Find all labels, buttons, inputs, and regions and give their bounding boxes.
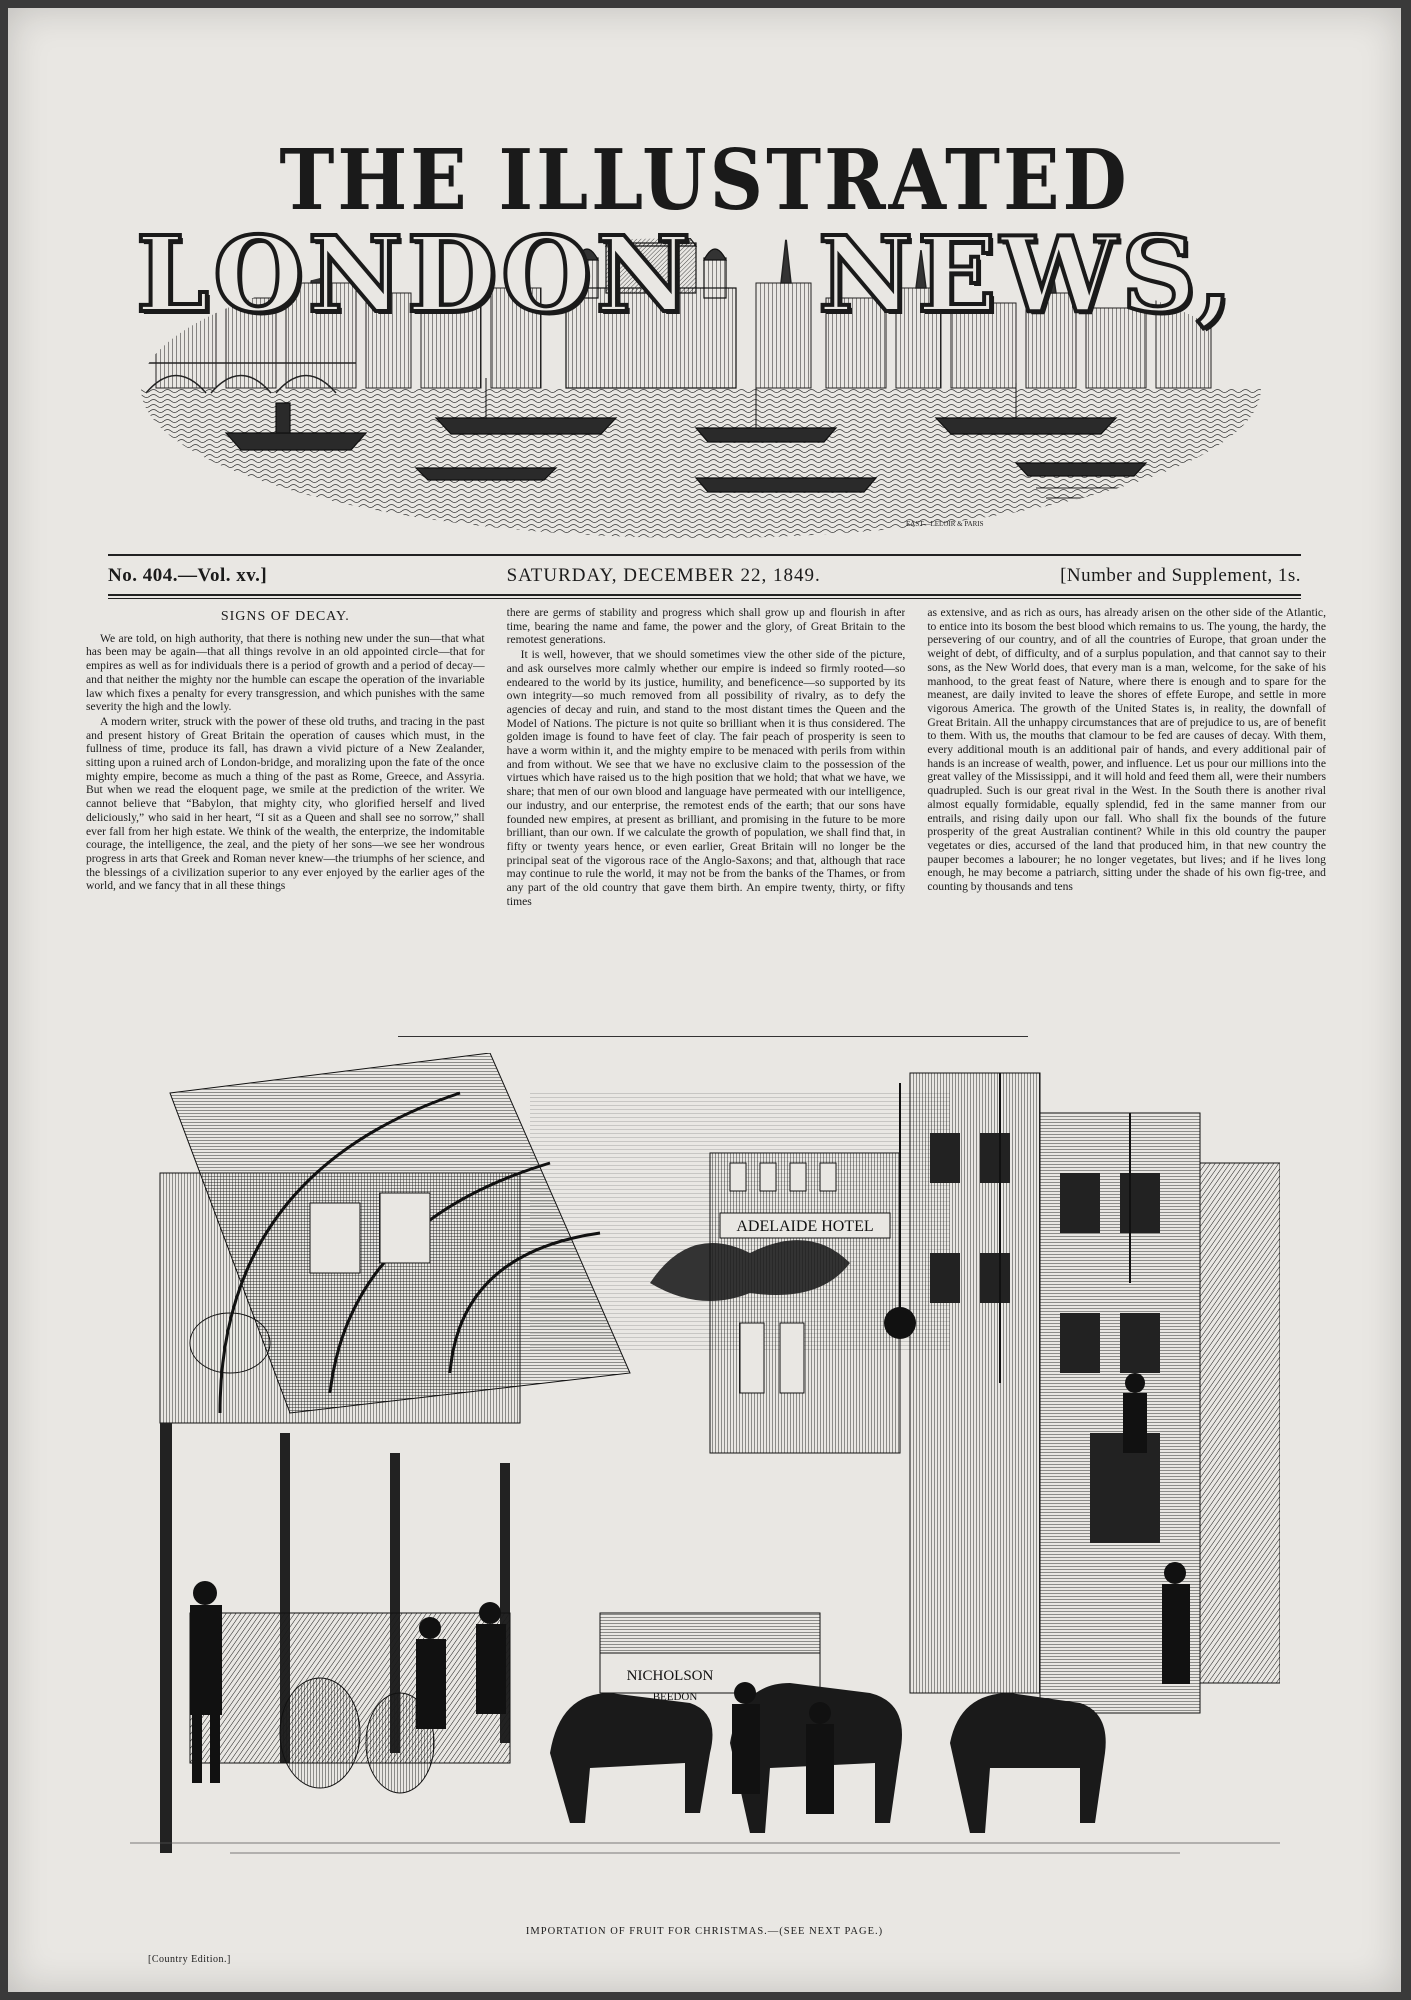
masthead: [8, 8, 1401, 548]
article-column-1: [86, 606, 485, 1018]
cart-sign: NICHOLSON: [626, 1668, 714, 1684]
article-headline: SIGNS OF DECAY.: [220, 609, 350, 624]
masthead-title-london: LONDON: [136, 213, 695, 336]
article-paragraph: We are told, on high authority, that there is nothing new under the sun—that what has been may be again—that all things revolve in an old appointed circle—that for empires as well as for individuals there is a period of growth and a period of decay—and that neither the mighty nor the humble can escape the operation of the invariable law which fixes a penalty for every transgression, and which punishes with the same severity the high and the lowly.: [86, 631, 485, 714]
newspaper-page: [8, 8, 1401, 1992]
article-paragraph: It is well, however, that we should sometimes view the other side of the picture, and ask ourselves more calmly whether our empire is indeed so firmly rooted—so endeared to the world by its justice, humility, and beneficence—so supported by its own integrity—so much removed from all possibility of rivalry, as to defy the agencies of decay and ruin, and stand to the most distant times the Queen and the Model of Nations. The picture is not quite so brilliant when it is thus considered. The golden image is found to have feet of clay. The fair peach of prosperity is seen to have a worm within it, and the mighty empire to be menaced with perils from within and from without. We see that we have no exclusive claim to the possession of the virtues which have raised us to the high position that we hold; that what we have, we share; that men of our own blood and language have permeated with our intelligence, our industry, and our enterprise, the remotest ends of the earth; that our sons have founded new empires, at present as brilliant, and promising in the future to be more brilliant, than our own. If we calculate the growth of population, we shall find that, in fifty or twenty years hence, or even earlier, Great Britain will no longer be the principal seat of the vigorous race of the Anglo-Saxons; and that, although that race may continue to rule the world, it may not be from the banks of the Thames, or from any part of the old country that gave them birth. An empire twenty, thirty, or fifty times: [506, 648, 906, 908]
dateline-bottom-rule-thin: [108, 598, 1301, 599]
article-column-2: [507, 606, 906, 1018]
article-paragraph: A modern writer, struck with the power of these old truths, and tracing in the past and present history of Great Britain the operation of causes which must, in the fullness of time, produce its fall, has drawn a vivid picture of a New Zealander, sitting upon a ruined arch of London-bridge, and moralizing upon the fate of the once mighty empire, become as much a thing of the past as Rome, Greece, and Assyria. But when we read the eloquent page, we smile at the prediction of the writer. We cannot believe that “Babylon, that mighty city, who glorified herself and lived deliciously,” who said in her heart, “I sit as a Queen and shall see no sorrow,” shall ever fall from her high estate. We think of the wealth, the enterprize, the indomitable courage, the intelligence, the zeal, and the piety of her sons—we see her wondrous progress in arts that Greek and Roman never knew—the triumphs of her science, and the blessings of a civilization superior to any ever enjoyed by the earlier ages of the world, and we fancy that in all these things: [86, 714, 485, 893]
masthead-title-line: THE ILLUSTRATED: [279, 132, 1130, 230]
illustration-caption: IMPORTATION OF FRUIT FOR CHRISTMAS.—(SEE NEXT PAGE.): [525, 1926, 884, 1937]
masthead-title-news: NEWS,: [818, 213, 1237, 336]
cart-sign-secondary: BEEDON: [652, 1691, 698, 1703]
section-divider: [398, 1036, 1028, 1037]
issue-number: No. 404.—Vol. xv.]: [108, 565, 268, 586]
dateline-bottom-rule: [108, 594, 1301, 596]
dateline: [108, 562, 1301, 590]
article-paragraph: as extensive, and as rich as ours, has already arisen on the other side of the Atlantic, to entice into its bosom the best blood which remains to us. The young, the hardy, the persevering of our country, and of all the countries of Europe, that groan under the weight of debt, of difficulty, and of a surplus population, and that cannot say to their sons, as the New World does, that every man is a man, welcome, for the sake of his manhood, to the great feast of Nature, where there is enough and to spare for the meanest, are daily invited to leave the shores of effete Europe, and settle in more vigorous America. The growth of the United States is, in reality, the downfall of Great Britain. All the unhappy circumstances that are of prejudice to us, are of benefit to them. With us, the mouths that clamour to be fed are causes of decay. With them, every additional mouth is an additional pair of hands, and every additional pair of hands is an increase of wealth, power, and influence. Let us pour our millions into the great valley of the Mississippi, and it will hold and feed them all, were their numbers quadrupled. Such is our great rival in the West. In the South there is another rival almost equally formidable, equally splendid, fed in the same manner from our entrails, and rising daily upon our fall. Who shall fix the bounds of the future prosperity of the great Australian continent? While in this old country the pauper vegetates or dies, accursed of the land that produced him, in that new country the pauper becomes a labourer; he no longer vegetates, but lives; and if he lives long enough, he may become a patriarch, sitting under the shade of his own fig-tree, and counting by thousands and tens: [927, 606, 1326, 894]
article-columns: [86, 606, 1326, 1018]
issue-price: [Number and Supplement, 1s.: [1060, 565, 1301, 586]
hotel-sign: ADELAIDE HOTEL: [736, 1218, 874, 1235]
edition-label: [Country Edition.]: [148, 1954, 231, 1965]
vignette-credit: EAST—LELOIR & PARIS: [906, 520, 984, 528]
market-engraving: [130, 1053, 1280, 1873]
article-paragraph: there are germs of stability and progress which shall grow up and flourish in after time, bearing the name and fame, the power and the glory, of Great Britain to the remotest generations.: [506, 606, 906, 647]
dateline-top-rule: [108, 554, 1301, 556]
article-column-3: [927, 606, 1326, 1018]
issue-date: SATURDAY, DECEMBER 22, 1849.: [506, 565, 821, 586]
